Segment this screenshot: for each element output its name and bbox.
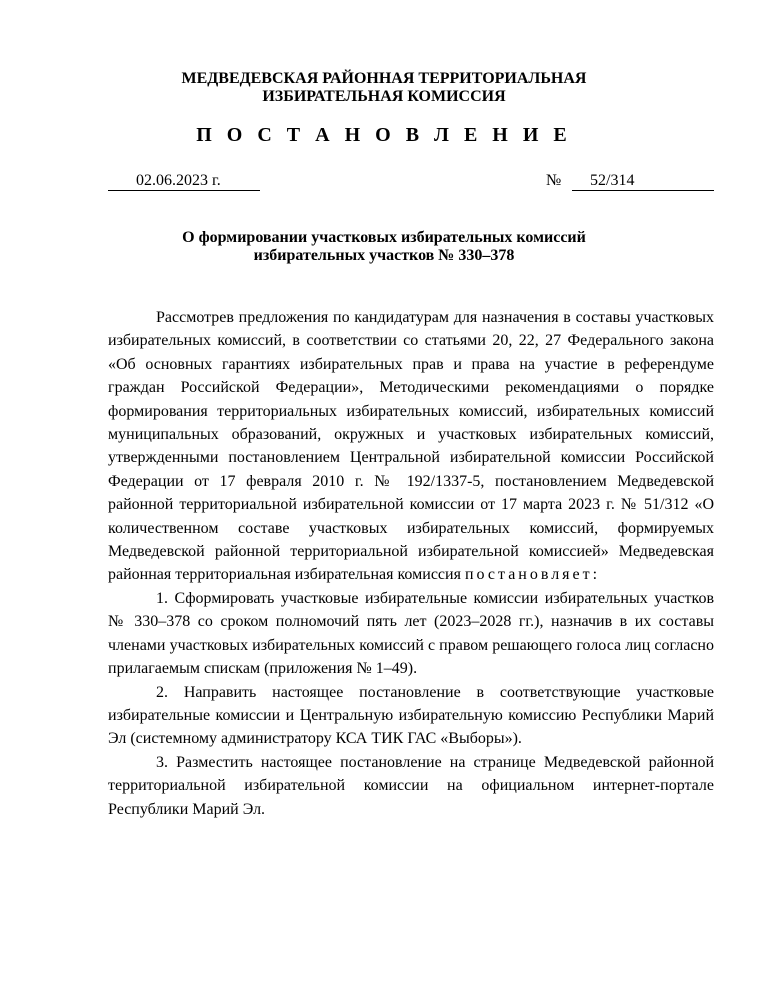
document-type: П О С Т А Н О В Л Е Н И Е bbox=[196, 124, 572, 146]
organization-name-line1: МЕДВЕДЕВСКАЯ РАЙОННАЯ ТЕРРИТОРИАЛЬНАЯ bbox=[181, 70, 587, 87]
subject-line1: О формировании участковых избирательных комиссий bbox=[182, 229, 586, 246]
document-body bbox=[108, 306, 714, 821]
number-sign: № bbox=[546, 172, 562, 189]
decree-word: постановляет: bbox=[464, 566, 601, 584]
document-date: 02.06.2023 г. bbox=[108, 172, 260, 191]
document-number: 52/314 bbox=[572, 172, 714, 191]
organization-name bbox=[0, 70, 768, 106]
document-subject bbox=[0, 229, 768, 265]
item-3-paragraph: 3. Разместить настоящее постановление на странице Медведевской районной территориальной избирательной комиссии на официальном интернет-портале Республики Марий Эл. bbox=[108, 753, 714, 818]
preamble-text: Рассмотрев предложения по кандидатурам для назначения в составы участковых избирательных комиссий, в соответствии со статьями 20, 22, 27 Федерального закона «Об основных гарантиях избирательных прав и права на участие в референдуме граждан Российской Федерации», Методическими рекомендациями о порядке формирования территориальных избирательных комиссий, избирательных комиссий муниципальных образований, окружных и участковых избирательных комиссий, утвержденными постановлением Центральной избирательной комиссии Российской Федерации от 17 февраля 2010 г. № 192/1337-5, постановлением Медведевской районной территориальной избирательной комиссии от 17 марта 2023 г. № 51/312 «О количественном составе участковых избирательных комиссий, формируемых Медведевской районной территориальной избирательной комиссией» Медведевская районная территориальная избирательная комиссия bbox=[108, 309, 714, 584]
organization-name-line2: ИЗБИРАТЕЛЬНАЯ КОМИССИЯ bbox=[262, 88, 506, 105]
item-1-paragraph: 1. Сформировать участковые избирательные комиссии избирательных участков № 330–378 со сроком полномочий пять лет (2023–2028 гг.), назначив в их составы членами участковых избирательных комиссий с правом решающего голоса лиц согласно прилагаемым спискам (приложения № 1–49). bbox=[108, 589, 714, 678]
item-2-paragraph: 2. Направить настоящее постановление в соответствующие участковые избирательные комиссии и Центральную избирательную комиссию Республики Марий Эл (системному администратору КСА ТИК ГАС «Выборы»). bbox=[108, 683, 714, 748]
preamble-paragraph bbox=[108, 306, 714, 587]
subject-line2: избирательных участков № 330–378 bbox=[253, 247, 515, 264]
